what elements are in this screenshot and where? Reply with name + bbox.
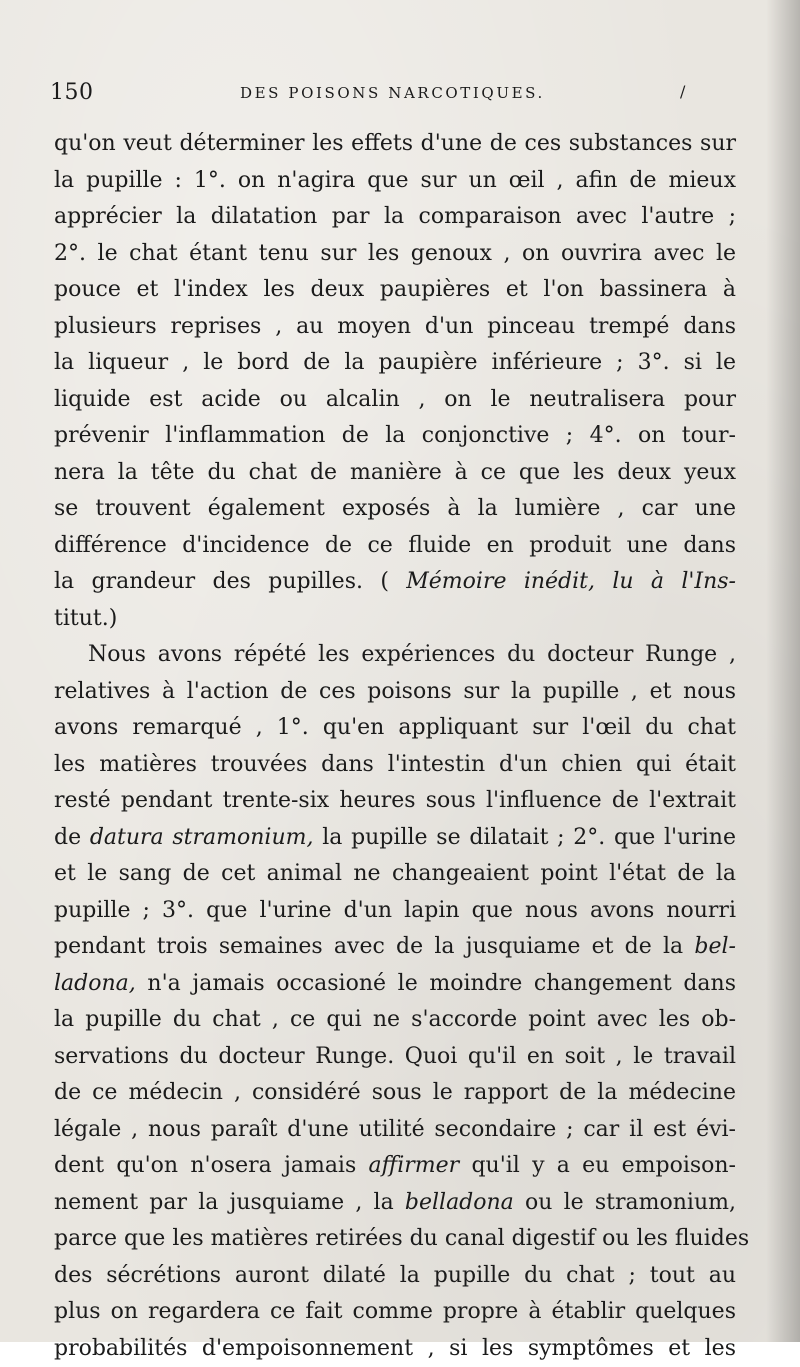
text-line: resté pendant trente-six heures sous l'influence de l'extrait xyxy=(54,783,736,820)
text-segment: la grandeur des pupilles. ( xyxy=(54,569,406,594)
italic-term: datura stramonium, xyxy=(90,825,314,850)
italic-term: ladona, xyxy=(54,971,136,996)
text-line: la liqueur , le bord de la paupière inférieure ; 3°. si le xyxy=(54,345,736,382)
page-number: 150 xyxy=(50,80,94,105)
italic-citation: Mémoire inédit, lu à l'Ins- xyxy=(406,569,736,594)
text-line: 2°. le chat étant tenu sur les genoux , on ouvrira avec le xyxy=(54,236,736,273)
text-segment: n'a jamais occasioné le moindre changement dans xyxy=(136,971,736,996)
text-line: de ce médecin , considéré sous le rapport de la médecine xyxy=(54,1075,736,1112)
text-line: qu'on veut déterminer les effets d'une de ces substances sur xyxy=(54,126,736,163)
text-line xyxy=(54,1185,736,1222)
text-segment: pendant trois semaines avec de la jusquiame et de la xyxy=(54,934,694,959)
text-line: plusieurs reprises , au moyen d'un pinceau trempé dans xyxy=(54,309,736,346)
text-line: la pupille : 1°. on n'agira que sur un œil , afin de mieux xyxy=(54,163,736,200)
text-segment: ou le stramonium, xyxy=(514,1190,736,1215)
text-line xyxy=(54,564,736,601)
page-header xyxy=(50,80,740,110)
text-line xyxy=(54,820,736,857)
text-line: apprécier la dilatation par la comparaison avec l'autre ; xyxy=(54,199,736,236)
running-title: DES POISONS NARCOTIQUES. xyxy=(240,84,545,102)
text-line xyxy=(54,1148,736,1185)
text-line: nera la tête du chat de manière à ce que les deux yeux xyxy=(54,455,736,492)
text-segment: la pupille se dilatait ; 2°. que l'urine xyxy=(314,825,736,850)
text-line: relatives à l'action de ces poisons sur la pupille , et nous xyxy=(54,674,736,711)
text-line: et le sang de cet animal ne changeaient point l'état de la xyxy=(54,856,736,893)
text-line: les matières trouvées dans l'intestin d'un chien qui était xyxy=(54,747,736,784)
header-mark: / xyxy=(680,82,685,101)
text-line: servations du docteur Runge. Quoi qu'il en soit , le travail xyxy=(54,1039,736,1076)
text-line: différence d'incidence de ce fluide en produit une dans xyxy=(54,528,736,565)
text-line: plus on regardera ce fait comme propre à établir quelques xyxy=(54,1294,736,1331)
text-line: liquide est acide ou alcalin , on le neutralisera pour xyxy=(54,382,736,419)
text-line: légale , nous paraît d'une utilité secondaire ; car il est évi- xyxy=(54,1112,736,1149)
text-segment: dent qu'on n'osera jamais xyxy=(54,1153,369,1178)
text-line: parce que les matières retirées du canal digestif ou les fluides xyxy=(54,1221,736,1258)
page-edge-shadow xyxy=(766,0,800,1342)
body-text xyxy=(54,126,736,1367)
paragraph-first-line: Nous avons répété les expériences du docteur Runge , xyxy=(54,637,736,674)
text-line: la pupille du chat , ce qui ne s'accorde point avec les ob- xyxy=(54,1002,736,1039)
text-segment: qu'il y a eu empoison- xyxy=(459,1153,736,1178)
text-line xyxy=(54,966,736,1003)
italic-term: bel- xyxy=(694,934,736,959)
text-line: des sécrétions auront dilaté la pupille du chat ; tout au xyxy=(54,1258,736,1295)
text-segment: de xyxy=(54,825,90,850)
text-line: pouce et l'index les deux paupières et l'on bassinera à xyxy=(54,272,736,309)
text-line: se trouvent également exposés à la lumière , car une xyxy=(54,491,736,528)
italic-term: belladona xyxy=(405,1190,514,1215)
text-line: avons remarqué , 1°. qu'en appliquant sur l'œil du chat xyxy=(54,710,736,747)
text-line: probabilités d'empoisonnement , si les symptômes et les xyxy=(54,1331,736,1367)
text-line: prévenir l'inflammation de la conjonctive ; 4°. on tour- xyxy=(54,418,736,455)
text-line: titut.) xyxy=(54,601,736,638)
italic-term: affirmer xyxy=(369,1153,460,1178)
text-segment: nement par la jusquiame , la xyxy=(54,1190,405,1215)
text-line: pupille ; 3°. que l'urine d'un lapin que nous avons nourri xyxy=(54,893,736,930)
text-line xyxy=(54,929,736,966)
